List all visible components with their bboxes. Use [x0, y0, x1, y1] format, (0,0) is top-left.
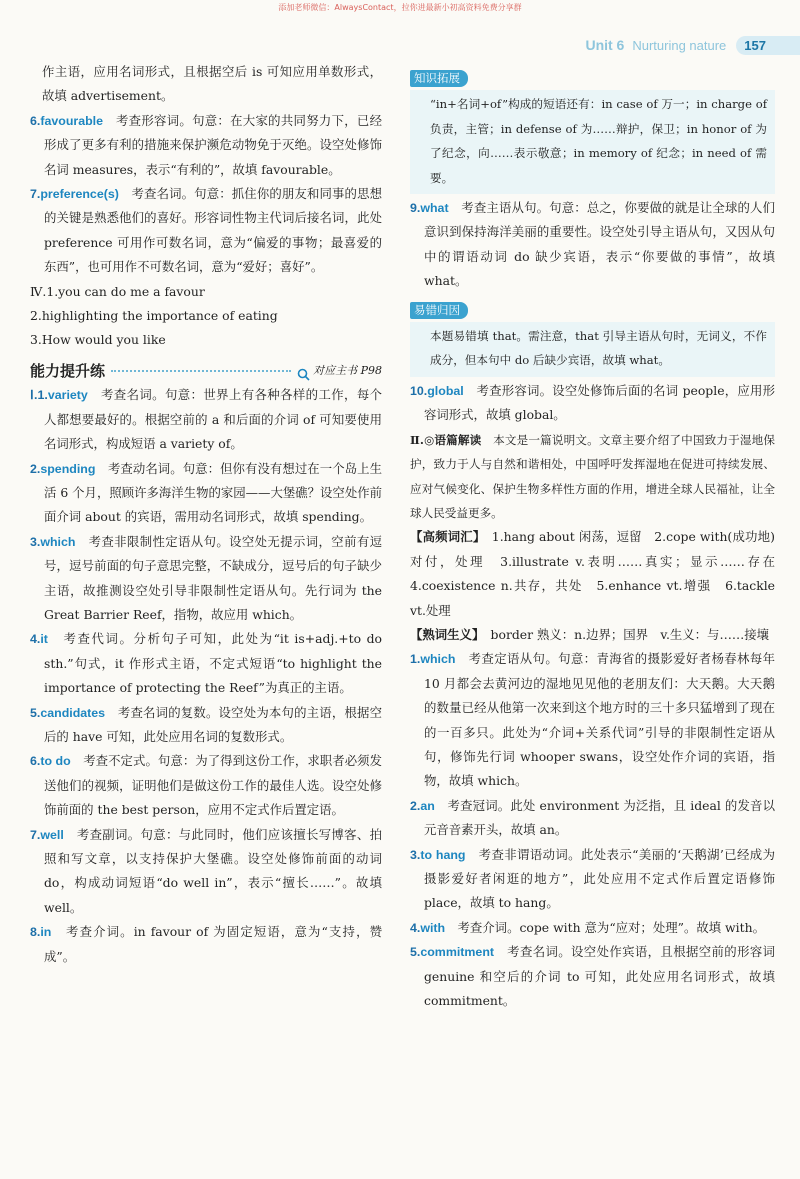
answer-item: [30, 109, 382, 182]
section-reference: 对应主书 P98: [313, 363, 382, 377]
item-answer: which: [40, 534, 76, 549]
item-explanation: 考查非限制性定语从句。设空处无提示词，空前有逗号，逗号前面的句子意思完整，不缺成分，逗号后的句子缺少主语，故推测设空处引导非限制性定语从句。先行词为 the Great Barrier Reef，指物，故应用 which。: [44, 533, 382, 622]
item-explanation: 考查介词。cope with 意为“应对；处理”。故填 with。: [445, 919, 765, 935]
item-number: 1.: [410, 652, 421, 667]
item-answer: to do: [40, 754, 71, 769]
item-answer: commitment: [420, 945, 495, 960]
unit-label: Unit 6: [585, 37, 625, 53]
dotted-divider: [111, 370, 291, 372]
item-explanation: 考查主语从句。句意：总之，你要做的就是让全球的人们意识到保持海洋美丽的重要性。设空处引导主语从句，又因从句中的谓语动词 do 缺少宾语，表示“你要做的事情”，故填 what。: [424, 200, 775, 289]
search-icon: [297, 365, 310, 378]
knowledge-extension-text: “in+名词+of”构成的短语还有：in case of 万一；in charge of 负责，主管；in defense of 为……辩护，保卫；in honor of 为了纪念，向……表示敬意；in memory of 纪念；in need of 需要。: [430, 97, 767, 185]
item-number: 4.: [410, 920, 421, 935]
item-number: 4.: [30, 632, 41, 647]
passage-analysis-text: 本文是一篇说明文。文章主要介绍了中国致力于湿地保护，致力于人与自然和谐相处，中国呼吁发挥湿地在促进可持续发展、应对气候变化、保护生物多样性方面的作用，增进全球人民福祉，让全球人民受益更多。: [410, 432, 775, 520]
item-answer: global: [427, 383, 464, 398]
answer-item: [30, 749, 382, 822]
item-explanation: 考查形容词。句意：在大家的共同努力下，已经形成了更多有利的措施来保护濒危动物免于灭绝。设空处修饰名词 measures，表示“有利的”，故填 favourable。: [44, 112, 382, 177]
item-number: 2.: [410, 798, 421, 813]
note-tag-wrap: [410, 66, 775, 90]
right-column: [410, 60, 788, 1013]
answer-item: [30, 627, 382, 700]
item-explanation: 考查副词。句意：与此同时，他们应该擅长写博客、拍照和写文章，以支持保护大堡礁。设空处修饰前面的动词 do，构成动词短语“do well in”，表示“擅长……”。故填 well。: [44, 826, 382, 915]
item-number: 3.: [410, 847, 421, 862]
answer-item: [30, 383, 382, 456]
answer-item: [410, 196, 775, 294]
answer-item: [410, 647, 775, 793]
item-answer: spending: [40, 461, 96, 476]
item-explanation: 考查非谓语动词。此处表示“美丽的‘天鹅湖’已经成为摄影爱好者闲逛的地方”，此处应用不定式作后置定语修饰 place，故填 to hang。: [424, 846, 775, 911]
item-answer: favourable: [40, 113, 104, 128]
item-answer: preference(s): [40, 187, 119, 202]
part4-line: 2.highlighting the importance of eating: [30, 308, 278, 324]
item-explanation: 考查不定式。句意：为了得到这份工作，求职者必须发送他们的视频，证明他们是做这份工作的最佳人选。设空处修饰前面的 the best person，应用不定式作后置定语。: [44, 753, 383, 818]
answer-item: [30, 182, 382, 280]
page-header: [585, 34, 800, 56]
answer-item: [410, 794, 775, 843]
section-heading: [30, 359, 382, 383]
knowledge-extension-tag: 知识拓展: [410, 70, 468, 87]
item-number: 9.: [410, 201, 421, 216]
section-title: 能力提升练: [30, 361, 106, 380]
answer-item: [30, 457, 382, 530]
item-explanation: 考查名词。设空处作宾语，且根据空前的形容词 genuine 和空后的介词 to 可知，此处应用名词形式，故填 commitment。: [424, 944, 775, 1009]
item-number: 6.: [30, 754, 41, 769]
word-meaning-text: border 熟义：n.边界；国界 v.生义：与……接壤: [478, 626, 770, 642]
unit-topic: Nurturing nature: [632, 37, 727, 53]
item-answer: variety: [47, 388, 88, 403]
vocabulary-text: 1.hang about 闲荡，逗留 2.cope with(成功地)对付，处理 3.illustrate v.表明……真实；显示……存在 4.coexistence n.共存，共处 5.enhance vt.增强 6.tackle vt.处理: [410, 529, 788, 618]
item-explanation: 考查冠词。此处 environment 为泛指，且 ideal 的发音以元音音素开头，故填 an。: [424, 797, 775, 838]
answer-item: [410, 940, 775, 1013]
error-analysis-box: [410, 322, 775, 377]
item-explanation: 考查代词。分析句子可知，此处为“it is+adj.+to do sth.”句式，it 作形式主语，不定式短语“to highlight the importance of protecting the Reef”为真正的主语。: [44, 631, 382, 696]
passage-analysis-label: Ⅱ.◎语篇解读: [410, 432, 482, 447]
answer-item: [410, 379, 775, 428]
item-explanation: 考查名词的复数。设空处为本句的主语，根据空后的 have 可知，此处应用名词的复数形式。: [44, 704, 382, 744]
item-answer: candidates: [40, 705, 106, 720]
item-answer: in: [40, 925, 52, 940]
intro-paragraph: 作主语，应用名词形式，且根据空后 is 可知应用单数形式，故填 advertisement。: [42, 64, 382, 104]
vocabulary-block: [410, 525, 788, 623]
item-number: 6.: [30, 113, 41, 128]
item-answer: it: [40, 632, 48, 647]
item-number: 5.: [30, 705, 41, 720]
page-number: 157: [736, 36, 800, 55]
item-answer: to hang: [420, 847, 466, 862]
item-number: 7.: [30, 187, 41, 202]
word-meaning-label: 【熟词生义】: [410, 626, 479, 642]
part4-line: 3.How would you like: [30, 332, 166, 348]
part4-line: Ⅳ.1.you can do me a favour: [30, 283, 205, 299]
knowledge-extension-box: [410, 90, 775, 194]
note-tag-wrap: [410, 298, 775, 322]
item-answer: with: [420, 920, 446, 935]
answer-item: [30, 530, 382, 628]
word-meaning-block: [410, 623, 775, 647]
answer-item: [30, 920, 382, 969]
answer-item: [30, 701, 382, 750]
answer-item: [410, 916, 775, 940]
item-number: Ⅰ.1.: [30, 388, 48, 403]
item-explanation: 考查介词。in favour of 为固定短语，意为“支持，赞成”。: [44, 924, 382, 964]
item-number: 3.: [30, 534, 41, 549]
item-answer: what: [420, 201, 449, 216]
vocabulary-label: 【高频词汇】: [410, 529, 480, 545]
answer-item: [410, 843, 775, 916]
item-answer: an: [420, 798, 435, 813]
item-explanation: 考查定语从句。句意：青海省的摄影爱好者杨春林每年 10 月都会去黄河边的湿地见见他的老朋友们：大天鹅。大天鹅的数量已经从他第一次来到这个地方时的三十多只猛增到了现在的一百多只。此处为“介词+关系代词”引导的非限制性定语从句，修饰先行词 whooper swans，设空处作介词的宾语，指物，故填 which。: [424, 651, 775, 789]
item-number: 8.: [30, 925, 41, 940]
item-answer: which: [420, 652, 456, 667]
left-column: [30, 60, 382, 969]
watermark: 添加老师微信：AlwaysContact，拉你进最新小初高资料免费分享群: [278, 3, 522, 12]
answer-item: [30, 823, 382, 921]
passage-analysis: [410, 428, 775, 526]
item-explanation: 考查名词。句意：抓住你的朋友和同事的思想的关键是熟悉他们的喜好。形容词性物主代词后接名词，此处 preference 可用作可数名词，意为“偏爱的事物；最喜爱的东西”，也可用作不可数名词，意为“爱好；喜好”。: [44, 186, 382, 275]
error-analysis-text: 本题易错填 that。需注意，that 引导主语从句时，无词义，不作成分，但本句中 do 后缺少宾语，故填 what。: [430, 329, 767, 368]
item-answer: well: [40, 827, 64, 842]
item-number: 7.: [30, 827, 41, 842]
item-number: 2.: [30, 461, 41, 476]
error-analysis-tag: 易错归因: [410, 302, 468, 319]
item-number: 10.: [410, 383, 428, 398]
item-explanation: 考查形容词。设空处修饰后面的名词 people，应用形容词形式，故填 global。: [424, 382, 775, 423]
item-explanation: 考查名词。句意：世界上有各种各样的工作，每个人都想要最好的。根据空前的 a 和后面的介词 of 可知要使用名词形式，构成短语 a variety of。: [44, 387, 383, 452]
item-explanation: 考查动名词。句意：但你有没有想过在一个岛上生活 6 个月，照顾许多海洋生物的家园——大堡礁？设空处作前面介词 about 的宾语，需用动名词形式，故填 spending。: [44, 460, 382, 525]
item-number: 5.: [410, 945, 421, 960]
